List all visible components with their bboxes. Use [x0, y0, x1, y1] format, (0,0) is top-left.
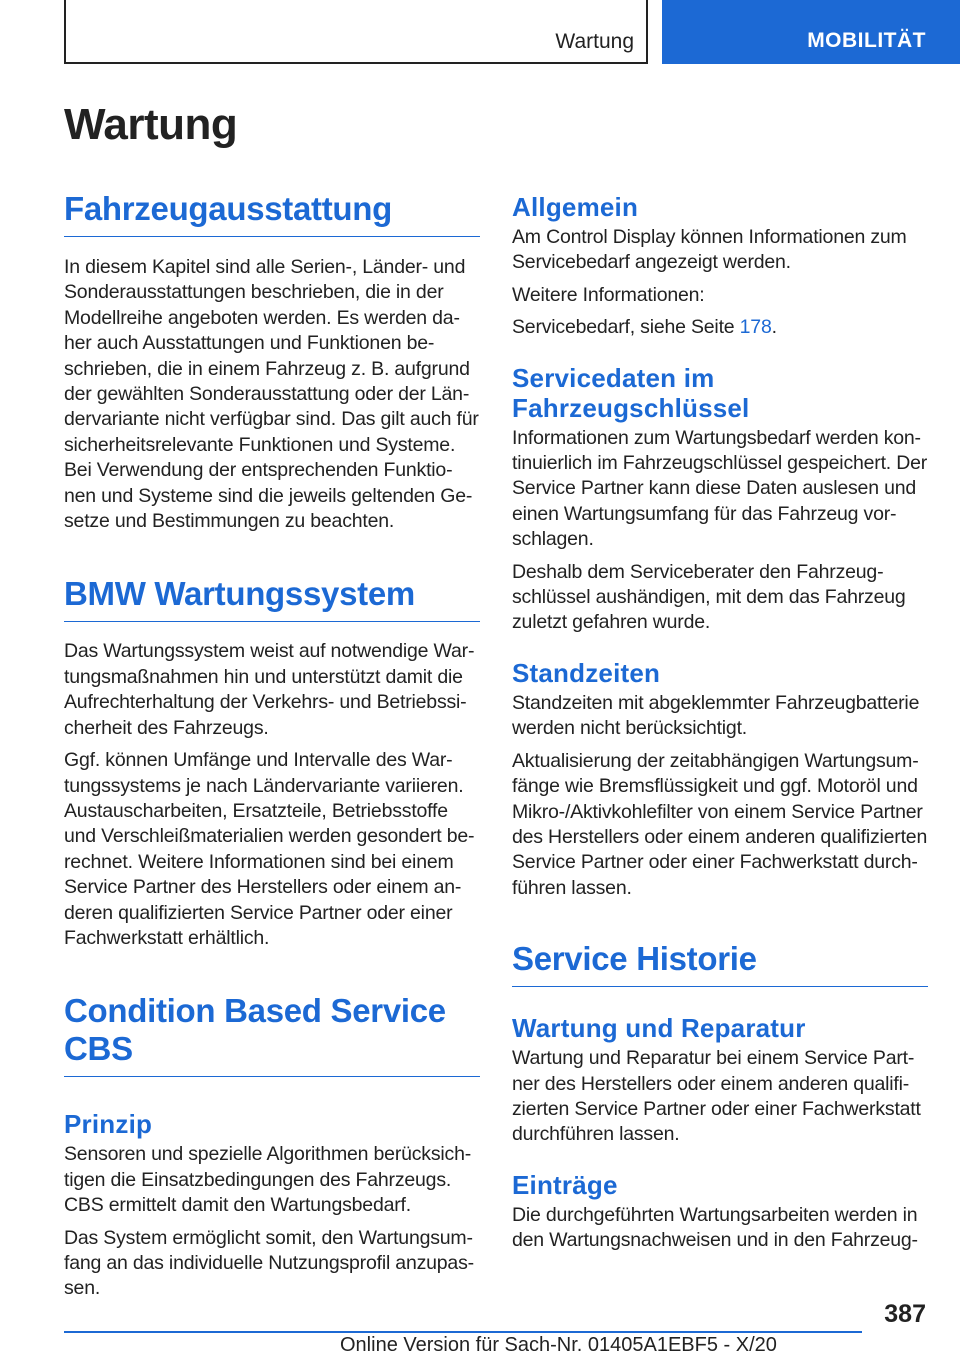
paragraph-allgemein-3	[512, 315, 928, 340]
right-column	[512, 192, 928, 1254]
header-chapter-box	[64, 0, 648, 64]
heading-service-historie: Service Historie	[512, 940, 928, 987]
paragraph-wartungssystem-1: Das Wartungssystem weist auf notwendige War- tungsmaßnahmen hin und unterstützt damit die Aufrechterhaltung der Verkehrs- und Betriebssi- cherheit des Fahrzeugs.	[64, 640, 475, 739]
cross-reference-end: .	[771, 316, 777, 339]
header-chapter-title: Wartung	[555, 30, 634, 53]
paragraph-wartungssystem-2: Ggf. können Umfänge und Intervalle des War- tungssystems je nach Ländervariante variieren. Austauscharbeiten, Ersatzteile, Betriebsstoffe und Verschleißmaterialien werden gesondert be- rechnet. Weitere Informationen sind bei einem Service Partner des Herstellers oder einem an- deren qualifizierten Service Partner oder einer Fachwerkstatt erhältlich.	[64, 749, 475, 949]
paragraph-allgemein-2: Weitere Informationen:	[512, 283, 705, 306]
footer-online-version: Online Version für Sach-Nr. 01405A1EBF5 - X/20	[340, 1334, 777, 1356]
header-section-label: MOBILITÄT	[807, 29, 926, 52]
page-reference-link[interactable]: 178	[739, 316, 772, 339]
paragraph-prinzip-2: Das System ermöglicht somit, den Wartungsum- fang an das individuelle Nutzungsprofil anzupas- sen.	[64, 1226, 474, 1300]
paragraph-standzeiten-1: Standzeiten mit abgeklemmter Fahrzeugbatterie werden nicht berücksichtigt.	[512, 691, 920, 740]
page-number: 387	[884, 1300, 926, 1328]
footer-divider	[64, 1331, 862, 1333]
left-column	[64, 190, 480, 1302]
heading-prinzip: Prinzip	[64, 1109, 153, 1140]
heading-servicedaten: Servicedaten im Fahrzeugschlüssel	[512, 362, 750, 423]
paragraph-fahrzeugausstattung: In diesem Kapitel sind alle Serien-, Länder- und Sonderausstattungen beschrieben, die in der Modellreihe angeboten werden. Es werden da- her auch Ausstattungen und Funktionen be- schrieben, die in einem Fahrzeug z. B. aufgrund der gewählten Sonderausstattung oder der Län- dervariante nicht verfügbar sind. Das gilt auch für sicherheitsrelevante Funktionen und Systeme. Bei Verwendung der entsprechenden Funktio- nen und Systeme sind die jeweils geltenden Ge- setze und Bestimmungen zu beachten.	[64, 256, 479, 533]
heading-bmw-wartungssystem: BMW Wartungssystem	[64, 575, 480, 622]
paragraph-allgemein-1: Am Control Display können Informationen zum Servicebedarf angezeigt werden.	[512, 226, 907, 274]
page-title: Wartung	[64, 100, 238, 149]
heading-wartung-und-reparatur: Wartung und Reparatur	[512, 1013, 806, 1044]
heading-condition-based-service: Condition Based Service CBS	[64, 992, 480, 1077]
cross-reference-text: Servicebedarf, siehe Seite	[512, 316, 740, 339]
paragraph-servicedaten-2: Deshalb dem Serviceberater den Fahrzeug- schlüssel aushändigen, mit dem das Fahrzeug zuletzt gefahren wurde.	[512, 560, 906, 634]
paragraph-eintraege: Die durchgeführten Wartungsarbeiten werden in den Wartungsnachweisen und in den Fahrzeug-	[512, 1203, 918, 1252]
paragraph-prinzip-1: Sensoren und spezielle Algorithmen berücksich- tigen die Einsatzbedingungen des Fahrzeugs. CBS ermittelt damit den Wartungsbedarf.	[64, 1143, 472, 1217]
header-section-tab	[662, 0, 960, 64]
paragraph-wartung-und-reparatur: Wartung und Reparatur bei einem Service Part- ner des Herstellers oder einem anderen qualifi- zierten Service Partner oder einer Fachwerkstatt durchführen lassen.	[512, 1047, 921, 1146]
paragraph-standzeiten-2: Aktualisierung der zeitabhängigen Wartungsum- fänge wie Bremsflüssigkeit und ggf. Motoröl und Mikro-/Aktivkohlefilter von einem Service Partner des Herstellers oder einem anderen qualifizierten Service Partner oder einer Fachwerkstatt durch- führen lassen.	[512, 749, 928, 899]
heading-standzeiten: Standzeiten	[512, 657, 661, 688]
heading-allgemein: Allgemein	[512, 192, 639, 222]
paragraph-servicedaten-1: Informationen zum Wartungsbedarf werden kon- tinuierlich im Fahrzeugschlüssel gespeichert. Der Service Partner kann diese Daten auslesen und einen Wartungsumfang für das Fahrzeug vor- schlagen.	[512, 426, 928, 551]
heading-fahrzeugausstattung: Fahrzeugausstattung	[64, 190, 480, 237]
heading-eintraege: Einträge	[512, 1169, 618, 1200]
